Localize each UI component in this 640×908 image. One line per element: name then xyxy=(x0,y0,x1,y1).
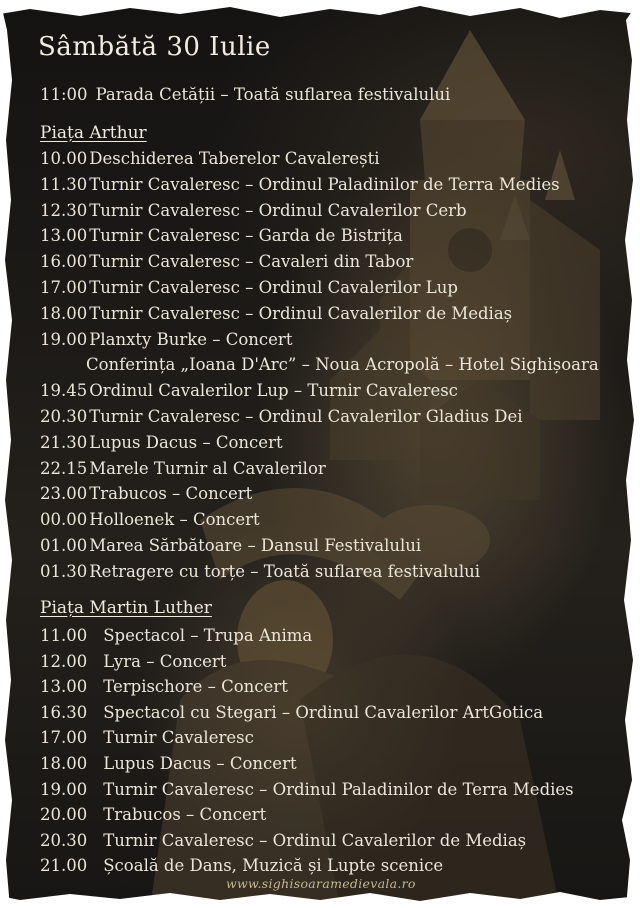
website-footer: www.sighisoaramedievala.ro xyxy=(226,876,416,891)
event-text: Trabucos – Concert xyxy=(89,484,253,504)
event-row xyxy=(40,174,560,196)
page-title: Sâmbătă 30 Iulie xyxy=(38,32,271,62)
event-time: 11.30 xyxy=(40,174,88,194)
event-row xyxy=(40,225,403,247)
event-row xyxy=(40,561,480,583)
event-time: 19.00 xyxy=(40,779,88,799)
event-row xyxy=(40,509,260,531)
event-row xyxy=(86,354,599,376)
event-text: Marele Turnir al Cavalerilor xyxy=(89,458,326,478)
event-text: Conferința „Ioana D'Arc” – Noua Acropolă – Hotel Sighișoara xyxy=(86,355,599,375)
event-row xyxy=(40,406,523,428)
event-time: 18.00 xyxy=(40,754,88,773)
event-time: 22.15 xyxy=(40,458,88,478)
event-row xyxy=(40,676,288,698)
event-time: 12.30 xyxy=(40,200,88,220)
event-time: 01.00 xyxy=(40,536,88,555)
event-text: Trabucos – Concert xyxy=(103,805,267,825)
event-text: Planxty Burke – Concert xyxy=(89,329,293,349)
event-time: 11.00 xyxy=(40,626,88,645)
event-row xyxy=(40,432,283,454)
event-row xyxy=(40,779,574,801)
event-time: 11:00 xyxy=(40,85,88,104)
event-row xyxy=(40,148,380,170)
event-text: Turnir Cavaleresc – Ordinul Paladinilor de Terra Medies xyxy=(89,174,560,194)
event-text: Turnir Cavaleresc – Ordinul Cavalerilor de Mediaș xyxy=(103,830,527,850)
event-time: 17.00 xyxy=(40,278,88,297)
event-time: 17.00 xyxy=(40,728,88,748)
event-row xyxy=(40,380,458,402)
event-row xyxy=(40,753,297,775)
event-text: Parada Cetății – Toată suflarea festivalului xyxy=(95,85,451,104)
event-row xyxy=(40,625,312,647)
event-text: Spectacol – Trupa Anima xyxy=(103,626,313,645)
event-text: Lupus Dacus – Concert xyxy=(103,754,297,773)
event-time: 20.00 xyxy=(40,805,88,825)
event-time: 20.30 xyxy=(40,830,88,850)
event-text: Turnir Cavaleresc xyxy=(103,728,254,748)
event-time: 16.00 xyxy=(40,252,88,272)
event-text: Spectacol cu Stegari – Ordinul Cavalerilor ArtGotica xyxy=(103,702,544,722)
event-row xyxy=(40,855,443,877)
event-row xyxy=(40,830,526,852)
event-row xyxy=(40,251,413,273)
event-time: 01.30 xyxy=(40,561,88,581)
event-time: 19.45 xyxy=(40,381,88,401)
event-time: 23.00 xyxy=(40,484,88,504)
event-text: Holloenek – Concert xyxy=(89,510,260,530)
event-text: Turnir Cavaleresc – Ordinul Cavalerilor Gladius Dei xyxy=(89,407,523,426)
event-time: 18.00 xyxy=(40,303,88,323)
event-row xyxy=(40,458,326,480)
event-text: Ordinul Cavalerilor Lup – Turnir Cavaleresc xyxy=(89,381,458,401)
event-text: Turnir Cavaleresc – Garda de Bistrița xyxy=(89,226,403,246)
event-time: 12.00 xyxy=(40,651,88,671)
event-time: 10.00 xyxy=(40,149,88,168)
event-time: 21.00 xyxy=(40,856,88,876)
event-text: Turnir Cavaleresc – Ordinul Cavalerilor de Mediaș xyxy=(89,303,513,323)
event-text: Turnir Cavaleresc – Cavaleri din Tabor xyxy=(89,252,414,272)
event-time: 00.00 xyxy=(40,510,88,530)
event-time: 13.00 xyxy=(40,226,88,246)
event-row xyxy=(40,200,467,222)
event-row xyxy=(40,277,458,299)
event-time: 13.00 xyxy=(40,677,88,697)
event-row xyxy=(40,727,254,749)
event-text: Retragere cu torțe – Toată suflarea festivalului xyxy=(89,561,481,581)
event-time: 19.00 xyxy=(40,329,88,349)
event-time: 16.30 xyxy=(40,702,88,722)
event-row xyxy=(40,329,292,351)
event-row xyxy=(40,651,226,673)
event-text: Marea Sărbătoare – Dansul Festivalului xyxy=(89,536,422,555)
event-row xyxy=(40,483,252,505)
event-text: Școală de Dans, Muzică și Lupte scenice xyxy=(103,856,444,876)
event-text: Turnir Cavaleresc – Ordinul Cavalerilor Cerb xyxy=(89,200,467,220)
event-text: Lyra – Concert xyxy=(103,651,227,671)
event-time: 21.30 xyxy=(40,432,88,452)
section-title-piata-martin-luther: Piața Martin Luther xyxy=(40,598,212,618)
event-row xyxy=(40,535,421,557)
event-time: 20.30 xyxy=(40,407,88,426)
event-text: Deschiderea Taberelor Cavalerești xyxy=(89,149,380,168)
event-text: Turnir Cavaleresc – Ordinul Cavalerilor Lup xyxy=(89,278,458,297)
event-text: Terpischore – Concert xyxy=(103,677,288,697)
event-row xyxy=(40,303,512,325)
section-title-piata-arthur: Piața Arthur xyxy=(40,123,147,143)
event-row xyxy=(40,804,266,826)
intro-event xyxy=(40,84,450,106)
event-text: Turnir Cavaleresc – Ordinul Paladinilor de Terra Medies xyxy=(103,779,574,799)
event-row xyxy=(40,702,543,724)
event-text: Lupus Dacus – Concert xyxy=(89,432,283,452)
